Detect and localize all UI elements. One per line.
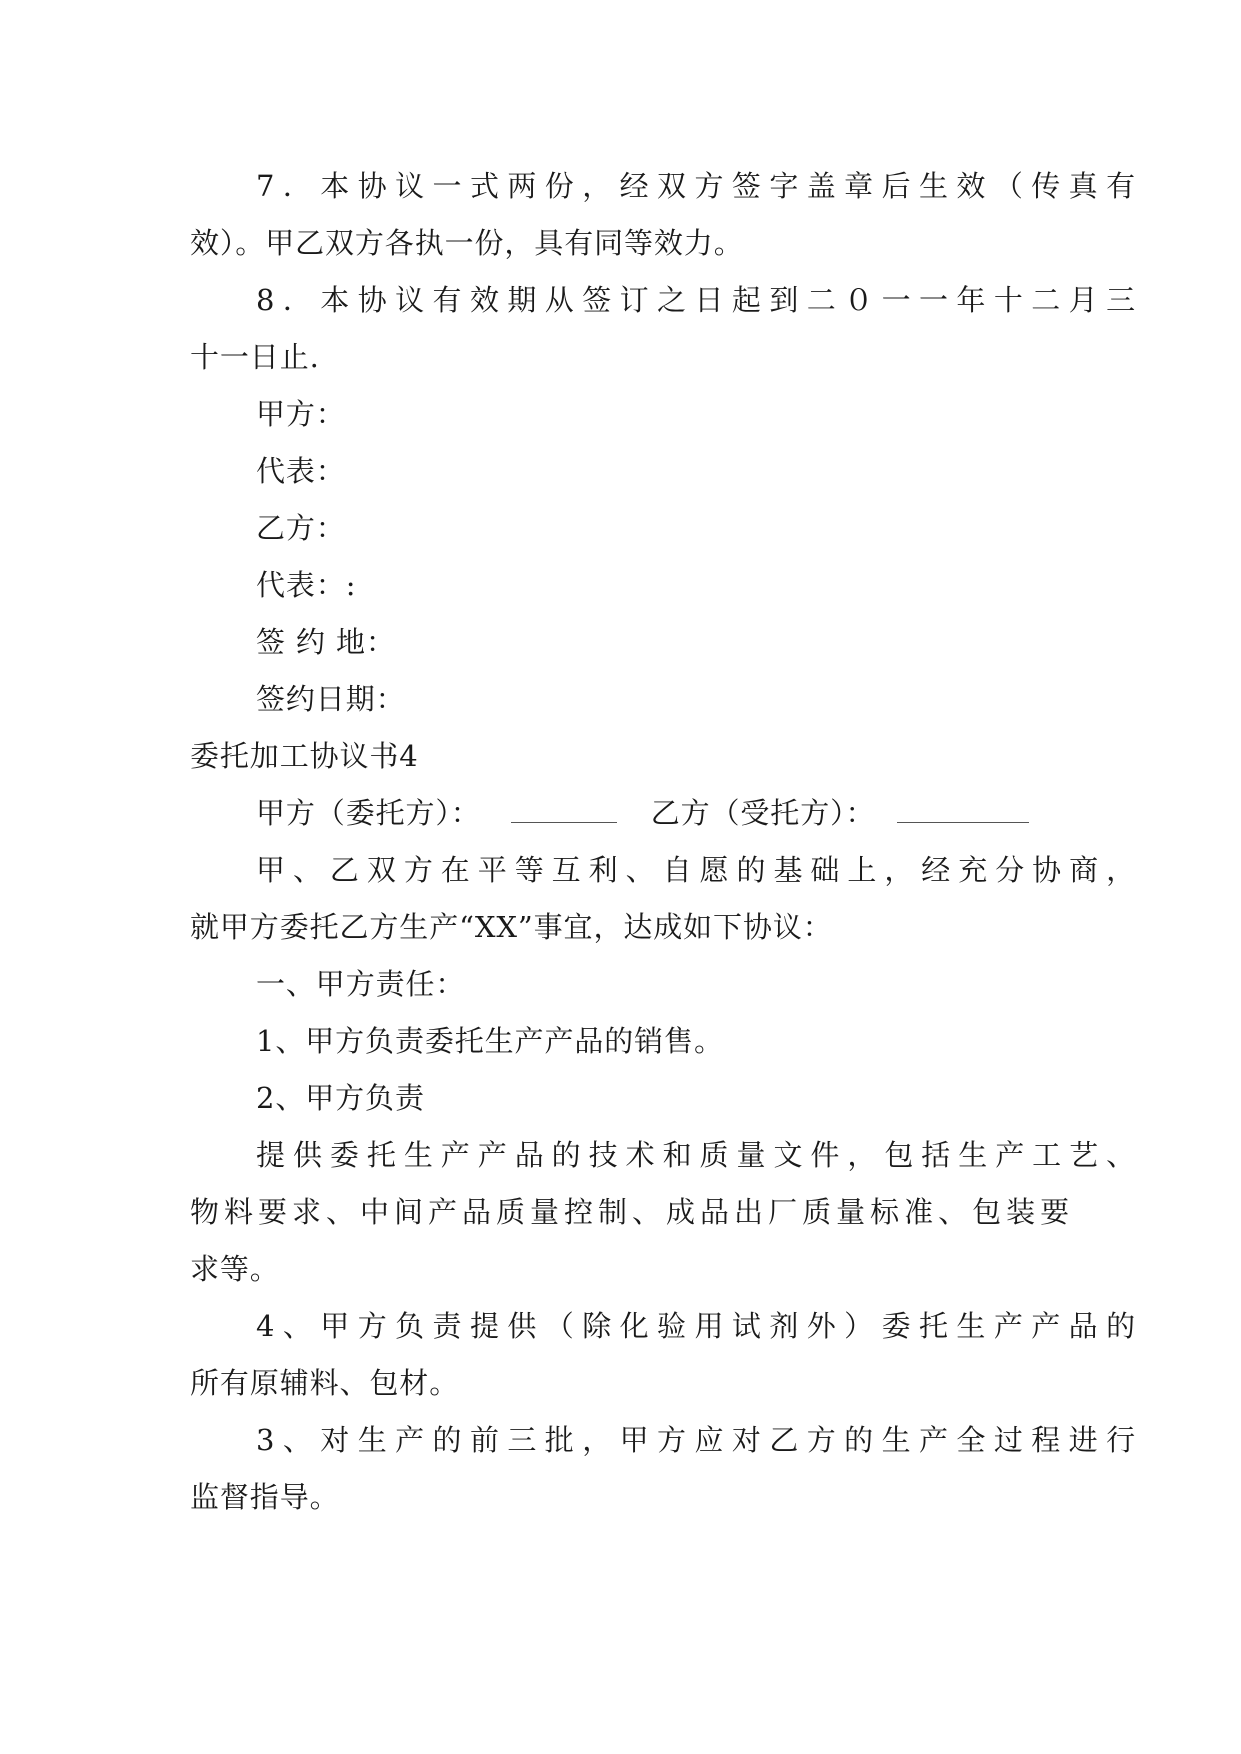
duty-item-4-line-2: 所有原辅料、包材。: [190, 1366, 460, 1400]
clause-8-line-2: 十一日止.: [190, 340, 320, 374]
party-b-blank: [897, 792, 1029, 823]
intro-line-2: 就甲方委托乙方生产“XX”事宜，达成如下协议：: [190, 910, 833, 944]
signature-rep-b: 代表：:: [256, 568, 357, 602]
party-b-label: 乙方（受托方）：: [650, 796, 876, 830]
party-a-label: 甲方（委托方）：: [256, 796, 481, 830]
signature-date: 签约日期：: [256, 682, 406, 716]
duty-item-4-line-1: 4、甲方负责提供（除化验用试剂外）委托生产产品的: [256, 1309, 1136, 1343]
signature-rep-a: 代表：: [256, 454, 346, 488]
duty-item-2: 2、甲方负责: [256, 1081, 425, 1115]
duty-item-2-body-line-2: 物料要求、中间产品质量控制、成品出厂质量标准、包装要: [190, 1195, 1070, 1229]
party-a-blank: [511, 792, 617, 823]
signature-party-b: 乙方：: [256, 511, 346, 545]
duty-item-1: 1、甲方负责委托生产产品的销售。: [256, 1024, 724, 1058]
signature-party-a: 甲方：: [256, 397, 346, 431]
clause-7-line-2: 效）。甲乙双方各执一份，具有同等效力。: [190, 226, 744, 260]
party-a-duties-heading: 一、甲方责任：: [256, 967, 466, 1001]
duty-item-2-body-line-1: 提供委托生产产品的技术和质量文件，包括生产工艺、: [256, 1138, 1136, 1172]
duty-item-3-line-1: 3、对生产的前三批，甲方应对乙方的生产全过程进行: [256, 1423, 1136, 1457]
signature-place: 签 约 地：: [256, 625, 396, 659]
duty-item-2-body-line-3: 求等。: [190, 1252, 280, 1286]
clause-7-line-1: 7．本协议一式两份，经双方签字盖章后生效（传真有: [256, 169, 1136, 203]
duty-item-3-line-2: 监督指导。: [190, 1480, 340, 1514]
section-title: 委托加工协议书4: [190, 739, 419, 773]
parties-line: [256, 784, 1136, 842]
clause-8-line-1: 8．本协议有效期从签订之日起到二０一一年十二月三: [256, 283, 1136, 317]
intro-line-1: 甲、乙双方在平等互利、自愿的基础上，经充分协商，: [256, 853, 1136, 887]
